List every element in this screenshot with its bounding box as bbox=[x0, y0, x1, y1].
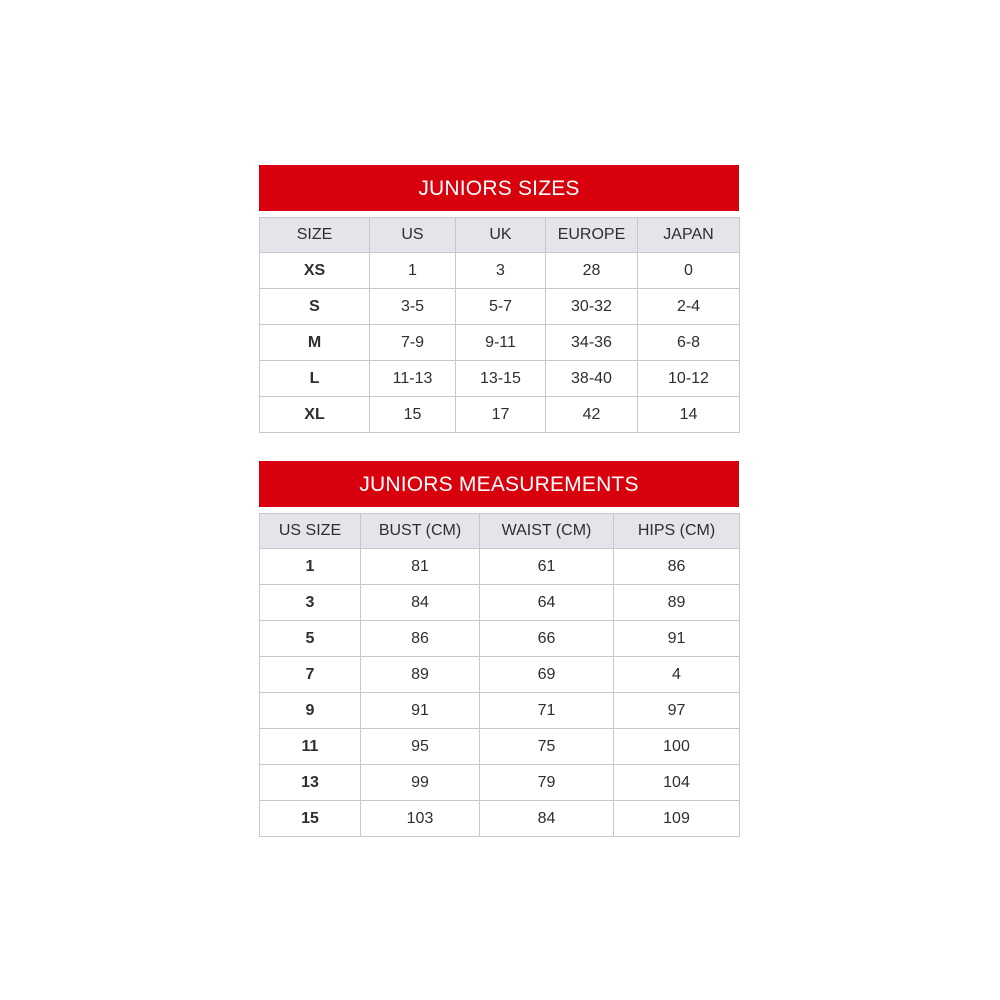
table-cell: 34-36 bbox=[546, 325, 638, 361]
size-label: XS bbox=[260, 253, 370, 289]
juniors-sizes-title: JUNIORS SIZES bbox=[259, 165, 739, 211]
table-cell: 84 bbox=[480, 801, 614, 837]
size-label: 13 bbox=[260, 765, 361, 801]
table-cell: 64 bbox=[480, 585, 614, 621]
size-label: L bbox=[260, 361, 370, 397]
table-cell: 91 bbox=[361, 693, 480, 729]
table-cell: 0 bbox=[638, 253, 740, 289]
size-label: 9 bbox=[260, 693, 361, 729]
table-row bbox=[260, 361, 740, 397]
column-header: EUROPE bbox=[546, 218, 638, 253]
size-label: 5 bbox=[260, 621, 361, 657]
table-row bbox=[260, 657, 740, 693]
table-cell: 89 bbox=[361, 657, 480, 693]
table-cell: 11-13 bbox=[370, 361, 456, 397]
column-header: US bbox=[370, 218, 456, 253]
size-label: 15 bbox=[260, 801, 361, 837]
table-cell: 86 bbox=[361, 621, 480, 657]
table-row bbox=[260, 325, 740, 361]
juniors-sizes-table bbox=[259, 217, 740, 433]
table-row bbox=[260, 621, 740, 657]
table-cell: 89 bbox=[614, 585, 740, 621]
size-label: 7 bbox=[260, 657, 361, 693]
size-label: 1 bbox=[260, 549, 361, 585]
table-row bbox=[260, 585, 740, 621]
table-cell: 95 bbox=[361, 729, 480, 765]
table-row bbox=[260, 801, 740, 837]
table-cell: 84 bbox=[361, 585, 480, 621]
table-cell: 30-32 bbox=[546, 289, 638, 325]
juniors-measurements-title: JUNIORS MEASUREMENTS bbox=[259, 461, 739, 507]
table-row bbox=[260, 549, 740, 585]
column-header: HIPS (CM) bbox=[614, 514, 740, 549]
juniors-measurements-chart bbox=[259, 461, 739, 837]
table-cell: 4 bbox=[614, 657, 740, 693]
table-cell: 28 bbox=[546, 253, 638, 289]
table-row bbox=[260, 253, 740, 289]
column-header: JAPAN bbox=[638, 218, 740, 253]
table-cell: 109 bbox=[614, 801, 740, 837]
table-cell: 42 bbox=[546, 397, 638, 433]
table-cell: 38-40 bbox=[546, 361, 638, 397]
column-header: US SIZE bbox=[260, 514, 361, 549]
size-label: XL bbox=[260, 397, 370, 433]
table-cell: 86 bbox=[614, 549, 740, 585]
table-cell: 91 bbox=[614, 621, 740, 657]
table-cell: 69 bbox=[480, 657, 614, 693]
table-row bbox=[260, 289, 740, 325]
table-header-row bbox=[260, 514, 740, 549]
table-cell: 104 bbox=[614, 765, 740, 801]
table-cell: 15 bbox=[370, 397, 456, 433]
table-cell: 100 bbox=[614, 729, 740, 765]
size-label: S bbox=[260, 289, 370, 325]
table-cell: 7-9 bbox=[370, 325, 456, 361]
table-cell: 103 bbox=[361, 801, 480, 837]
juniors-sizes-chart bbox=[259, 165, 739, 433]
table-cell: 13-15 bbox=[456, 361, 546, 397]
column-header: SIZE bbox=[260, 218, 370, 253]
table-cell: 10-12 bbox=[638, 361, 740, 397]
column-header: UK bbox=[456, 218, 546, 253]
table-cell: 2-4 bbox=[638, 289, 740, 325]
table-cell: 99 bbox=[361, 765, 480, 801]
size-label: 3 bbox=[260, 585, 361, 621]
table-cell: 75 bbox=[480, 729, 614, 765]
table-cell: 71 bbox=[480, 693, 614, 729]
table-cell: 79 bbox=[480, 765, 614, 801]
table-row bbox=[260, 729, 740, 765]
table-cell: 81 bbox=[361, 549, 480, 585]
table-cell: 14 bbox=[638, 397, 740, 433]
column-header: WAIST (CM) bbox=[480, 514, 614, 549]
table-header-row bbox=[260, 218, 740, 253]
table-cell: 3 bbox=[456, 253, 546, 289]
column-header: BUST (CM) bbox=[361, 514, 480, 549]
table-cell: 5-7 bbox=[456, 289, 546, 325]
table-cell: 1 bbox=[370, 253, 456, 289]
table-cell: 97 bbox=[614, 693, 740, 729]
table-row bbox=[260, 693, 740, 729]
juniors-measurements-table bbox=[259, 513, 740, 837]
table-cell: 6-8 bbox=[638, 325, 740, 361]
table-row bbox=[260, 765, 740, 801]
table-cell: 61 bbox=[480, 549, 614, 585]
table-cell: 17 bbox=[456, 397, 546, 433]
table-cell: 3-5 bbox=[370, 289, 456, 325]
table-cell: 9-11 bbox=[456, 325, 546, 361]
table-cell: 66 bbox=[480, 621, 614, 657]
table-row bbox=[260, 397, 740, 433]
size-label: M bbox=[260, 325, 370, 361]
size-label: 11 bbox=[260, 729, 361, 765]
